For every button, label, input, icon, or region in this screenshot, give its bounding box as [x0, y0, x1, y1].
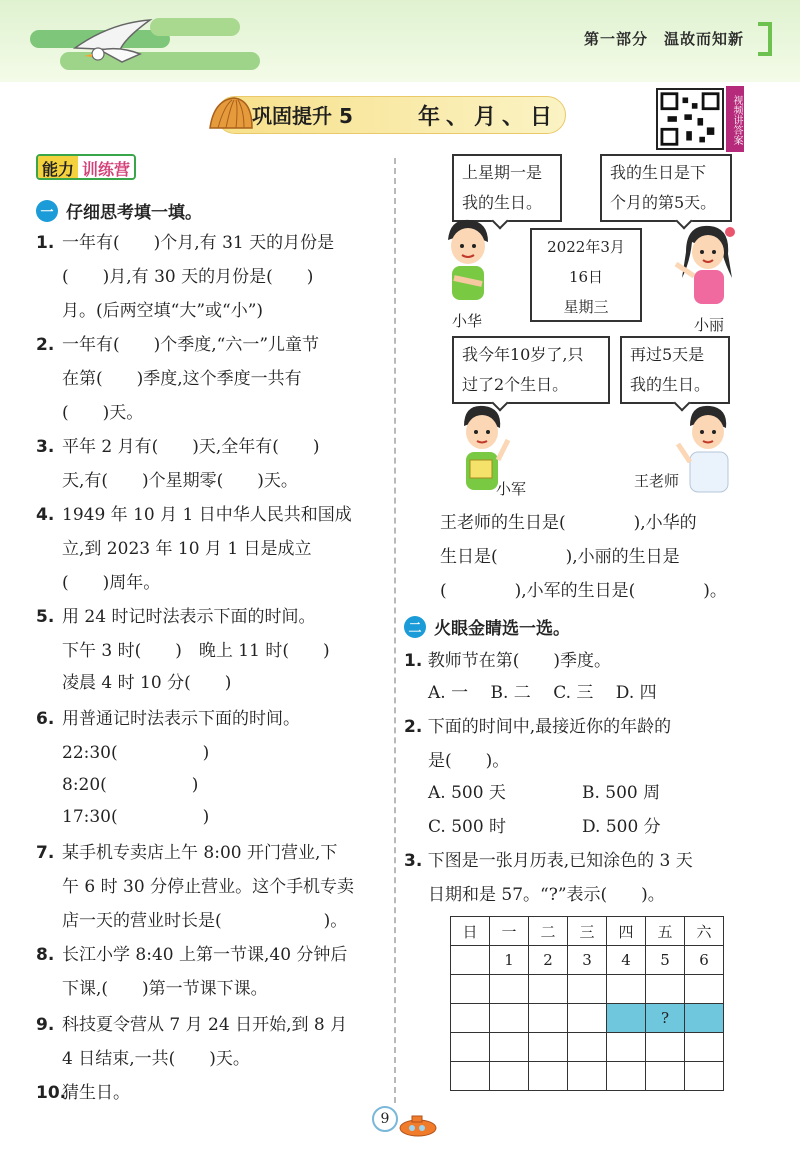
part-label: 第一部分 温故而知新	[583, 30, 744, 48]
birthday-answer-line: ( ),小军的生日是( )。	[440, 581, 727, 601]
calendar-cell	[451, 1062, 490, 1091]
question-text: 午 6 时 30 分停止营业。这个手机专卖	[62, 877, 355, 897]
option-d: D. 500 分	[582, 817, 661, 837]
question-line	[36, 572, 160, 594]
section1-heading	[36, 198, 202, 223]
question-text: 猜生日。	[62, 1083, 130, 1103]
name-xiaojun: 小军	[496, 480, 527, 498]
calendar-cell	[568, 1062, 607, 1091]
calendar-cell	[685, 1062, 724, 1091]
question-line	[36, 806, 209, 828]
question-text: 店一天的营业时长是( )。	[62, 911, 348, 931]
calendar-cell	[607, 975, 646, 1004]
question-text: 在第( )季度,这个季度一共有	[62, 369, 302, 389]
calendar-cell: 6	[685, 946, 724, 975]
question-line	[36, 944, 347, 966]
calendar-cell	[607, 1062, 646, 1091]
question-number: 8.	[36, 945, 55, 965]
calendar-header-row	[451, 917, 724, 946]
question-line	[36, 842, 337, 864]
question-text: 一年有( )个季度,“六一”儿童节	[62, 335, 320, 355]
name-teacher-wang: 王老师	[634, 472, 680, 490]
bubble-text: 我的生日。	[462, 193, 543, 212]
question-text: ( )月,有 30 天的月份是( )	[62, 267, 314, 287]
question-text: 用普通记时法表示下面的时间。	[62, 709, 300, 729]
question-line	[36, 606, 315, 628]
calendar-cell: 5	[646, 946, 685, 975]
girl-xiaoli-illustration	[672, 218, 742, 310]
question-number: 4.	[36, 505, 55, 525]
calendar-header-cell: 日	[451, 917, 490, 946]
date-card	[530, 228, 642, 322]
question-text: 下课,( )第一节课下课。	[62, 979, 268, 999]
question-line	[36, 774, 198, 796]
question-text: 下午 3 时( ) 晚上 11 时( )	[62, 641, 330, 661]
calendar-cell	[529, 1004, 568, 1033]
calendar-cell	[568, 1033, 607, 1062]
calendar-row	[451, 1033, 724, 1062]
section2-number: 二	[404, 616, 426, 638]
name-xiaoli: 小丽	[694, 316, 725, 334]
teacher-wang-illustration	[672, 400, 742, 496]
question-options: A. 一 B. 二 C. 三 D. 四	[428, 683, 657, 703]
question-line	[36, 538, 312, 560]
date-card-line: 2022年3月	[547, 238, 625, 256]
calendar-cell	[607, 1033, 646, 1062]
question-line	[36, 1048, 250, 1070]
question-text: 8:20( )	[62, 775, 199, 795]
question-text: 下面的时间中,最接近你的年龄的	[427, 717, 672, 737]
question-text: 某手机专卖店上午 8:00 开门营业,下	[62, 843, 338, 863]
calendar-row	[451, 1004, 724, 1033]
question-line	[36, 402, 143, 424]
calendar-cell	[646, 975, 685, 1004]
boy-xiaohua-illustration	[438, 214, 498, 306]
question-text: 用 24 时记时法表示下面的时间。	[62, 607, 316, 627]
question-line	[404, 850, 693, 872]
shell-icon	[206, 94, 256, 134]
calendar-cell	[451, 1033, 490, 1062]
question-line	[36, 910, 347, 932]
calendar-header-cell: 四	[607, 917, 646, 946]
question-line	[36, 300, 263, 322]
name-xiaohua: 小华	[452, 312, 483, 330]
question-text: 17:30( )	[62, 807, 210, 827]
question-line	[36, 672, 231, 694]
question-number: 9.	[36, 1015, 55, 1035]
question-text: ( )天。	[62, 403, 144, 423]
question-number: 3.	[404, 851, 423, 871]
question-text: 天,有( )个星期零( )天。	[62, 471, 298, 491]
question-line	[36, 266, 313, 288]
question-number: 6.	[36, 709, 55, 729]
question-number: 7.	[36, 843, 55, 863]
bubble-text: 再过5天是	[630, 345, 705, 364]
seagull-illustration	[70, 18, 170, 78]
page-number: 9	[372, 1106, 398, 1132]
question-line	[36, 1014, 347, 1036]
calendar-shaded-cell-mark: ?	[646, 1004, 685, 1033]
question-line	[36, 368, 302, 390]
birthday-answer-line: 王老师的生日是( ),小华的	[440, 513, 697, 533]
calendar-header-cell: 三	[568, 917, 607, 946]
calendar-cell	[490, 1033, 529, 1062]
question-line	[36, 436, 320, 458]
question-text: 立,到 2023 年 10 月 1 日是成立	[62, 539, 312, 559]
calendar-cell	[646, 1062, 685, 1091]
speech-bubble-xiaojun	[452, 336, 610, 404]
part-mark-icon	[758, 22, 772, 56]
question-text: 下图是一张月历表,已知涂色的 3 天	[427, 851, 693, 871]
option-c: C. 500 时	[428, 817, 507, 837]
question-number: 5.	[36, 607, 55, 627]
bubble-text: 个月的第5天。	[610, 193, 717, 212]
question-number: 1.	[36, 233, 55, 253]
calendar-cell	[529, 1062, 568, 1091]
question-line	[404, 716, 671, 738]
section2-title: 火眼金睛选一选。	[434, 619, 570, 639]
calendar-cell	[490, 975, 529, 1004]
column-divider	[394, 158, 396, 1103]
lesson-title: 年、月、日	[418, 105, 559, 130]
calendar-cell	[490, 1062, 529, 1091]
calendar-cell: 4	[607, 946, 646, 975]
section2-heading	[404, 614, 570, 639]
bubble-text: 我的生日。	[630, 375, 711, 394]
question-line	[36, 742, 209, 764]
question-text: 是( )。	[428, 751, 510, 771]
qr-tag: 视频讲答案	[726, 86, 744, 152]
lesson-number: 巩固提升 5	[252, 104, 353, 128]
calendar-cell	[451, 946, 490, 975]
date-card-line: 16日	[568, 268, 604, 286]
calendar-cell	[490, 1004, 529, 1033]
question-text: 日期和是 57。“?”表示( )。	[428, 885, 665, 905]
calendar-cell	[568, 1004, 607, 1033]
question-line	[36, 470, 298, 492]
question-text: 1949 年 10 月 1 日中华人民共和国成	[62, 505, 352, 525]
calendar-cell	[685, 1033, 724, 1062]
birthday-answer-line: 生日是( ),小丽的生日是	[440, 547, 680, 567]
question-number: 1.	[404, 651, 423, 671]
question-number: 2.	[404, 717, 423, 737]
option-b: B. 500 周	[582, 783, 661, 803]
badge-part-b: 训练营	[78, 156, 134, 178]
submarine-icon	[396, 1112, 442, 1138]
question-line	[404, 650, 611, 672]
question-number: 10.	[36, 1083, 67, 1103]
calendar-cell	[529, 975, 568, 1004]
calendar-cell	[451, 1004, 490, 1033]
bubble-text: 我今年10岁了,只	[462, 345, 584, 364]
question-text: 科技夏令营从 7 月 24 日开始,到 8 月	[62, 1015, 348, 1035]
question-text: 4 日结束,一共( )天。	[62, 1049, 250, 1069]
question-line	[36, 334, 319, 356]
speech-bubble-xiaohua	[452, 154, 562, 222]
question-line	[36, 232, 334, 254]
question-text: 一年有( )个月,有 31 天的月份是	[62, 233, 335, 253]
question-text: 凌晨 4 时 10 分( )	[62, 673, 232, 693]
bubble-text: 过了2个生日。	[462, 375, 569, 394]
month-calendar-table	[450, 916, 724, 1091]
calendar-cell: 3	[568, 946, 607, 975]
calendar-header-cell: 二	[529, 917, 568, 946]
calendar-cell: 2	[529, 946, 568, 975]
question-line	[36, 1082, 130, 1104]
calendar-cell	[568, 975, 607, 1004]
calendar-cell	[529, 1033, 568, 1062]
calendar-cell	[451, 975, 490, 1004]
calendar-row	[451, 975, 724, 1004]
speech-bubble-teacher	[620, 336, 730, 404]
question-text: 22:30( )	[62, 743, 210, 763]
speech-bubble-xiaoli	[600, 154, 732, 222]
bubble-text: 上星期一是	[462, 163, 543, 182]
question-line	[36, 708, 300, 730]
ability-camp-badge	[36, 154, 136, 180]
date-card-line: 星期三	[563, 298, 609, 316]
question-text: ( )周年。	[62, 573, 161, 593]
question-line	[36, 978, 268, 1000]
calendar-shaded-cell	[607, 1004, 646, 1033]
section1-number: 一	[36, 200, 58, 222]
badge-part-a: 能力	[38, 156, 78, 178]
option-a: A. 500 天	[428, 783, 506, 803]
question-number: 2.	[36, 335, 55, 355]
calendar-row	[451, 1062, 724, 1091]
question-text: 平年 2 月有( )天,全年有( )	[62, 437, 320, 457]
question-number: 3.	[36, 437, 55, 457]
calendar-header-cell: 六	[685, 917, 724, 946]
calendar-cell: 1	[490, 946, 529, 975]
question-text: 教师节在第( )季度。	[427, 651, 611, 671]
calendar-header-cell: 一	[490, 917, 529, 946]
calendar-cell	[685, 975, 724, 1004]
question-text: 长江小学 8:40 上第一节课,40 分钟后	[62, 945, 348, 965]
question-line	[36, 504, 352, 526]
calendar-cell	[646, 1033, 685, 1062]
section1-title: 仔细思考填一填。	[66, 203, 202, 223]
question-line	[36, 640, 330, 662]
calendar-shaded-cell	[685, 1004, 724, 1033]
calendar-header-cell: 五	[646, 917, 685, 946]
calendar-row	[451, 946, 724, 975]
qr-code-icon[interactable]	[656, 88, 724, 150]
bubble-text: 我的生日是下	[610, 163, 707, 182]
question-text: 月。(后两空填“大”或“小”)	[62, 301, 264, 321]
question-line	[36, 876, 354, 898]
